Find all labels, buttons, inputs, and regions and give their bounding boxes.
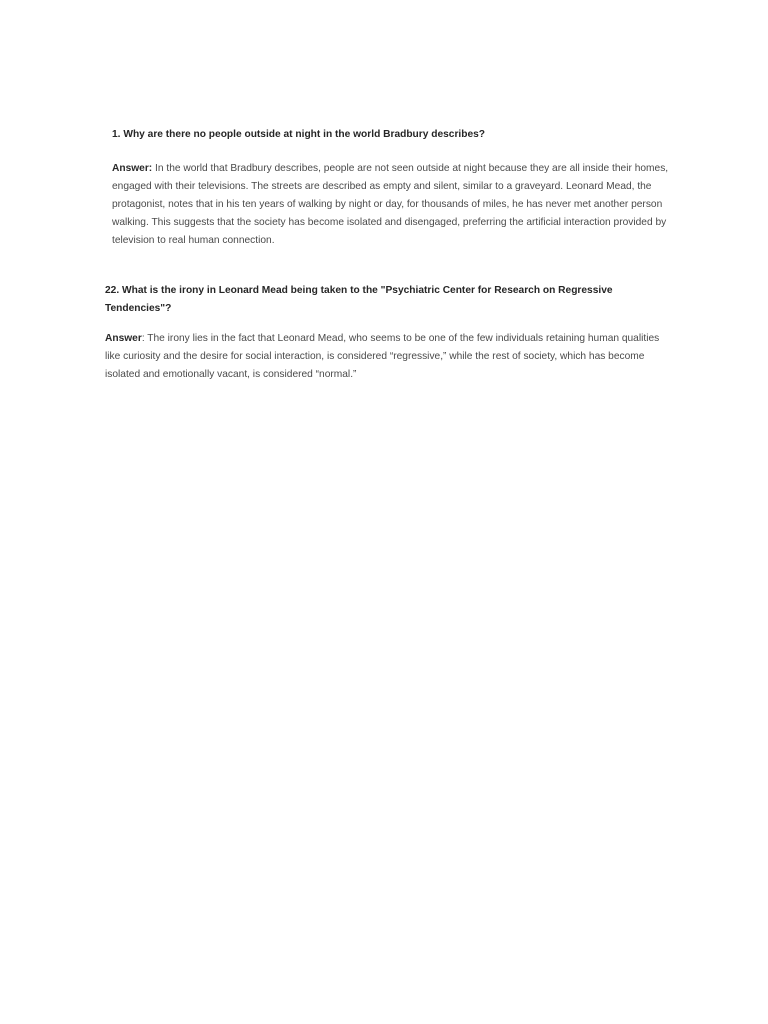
answer-2 xyxy=(105,330,675,384)
question-2: 22. What is the irony in Leonard Mead being taken to the "Psychiatric Center for Research on Regressive Tendencies"? xyxy=(105,285,613,314)
answer-1-label: Answer: xyxy=(112,163,153,174)
question-1: 1. Why are there no people outside at night in the world Bradbury describes? xyxy=(112,129,486,140)
answer-1-text: In the world that Bradbury describes, people are not seen outside at night because they are all inside their homes, engaged with their televisions. The streets are described as empty and silent, similar to a graveyard. Leonard Mead, the protagonist, notes that in his ten years of walking by night or day, for thousands of miles, he has never met another person walking. This suggests that the society has become isolated and disengaged, preferring the artificial interaction provided by television to real human connection. xyxy=(112,163,669,246)
answer-1 xyxy=(112,160,672,250)
qa-block-1 xyxy=(112,126,672,250)
qa-block-2 xyxy=(105,282,675,384)
answer-2-text: : The irony lies in the fact that Leonard Mead, who seems to be one of the few individuals retaining human qualities like curiosity and the desire for social interaction, is considered “regressive,” while the rest of society, which has become isolated and emotionally vacant, is considered “normal.” xyxy=(105,333,660,380)
answer-2-label: Answer xyxy=(105,333,142,344)
